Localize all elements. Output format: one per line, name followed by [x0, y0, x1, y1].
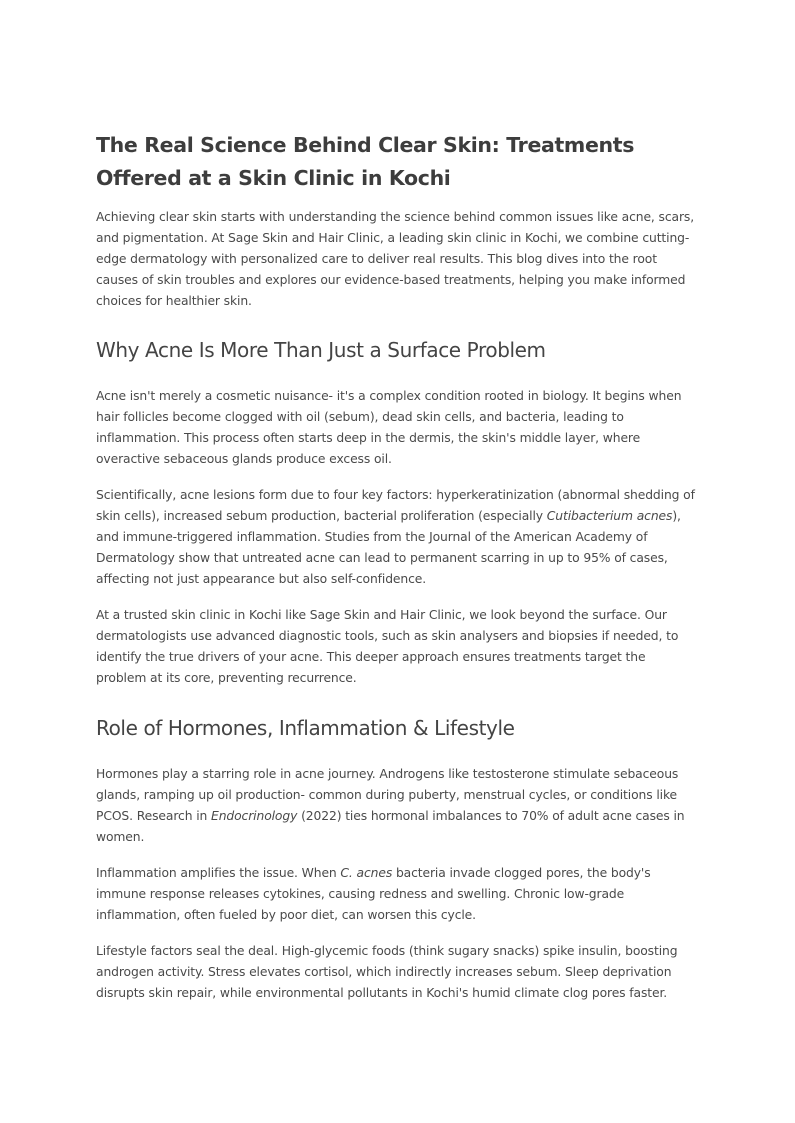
acne-paragraph-3: At a trusted skin clinic in Kochi like Sage Skin and Hair Clinic, we look beyond the surface. Our dermatologists use advanced diagnostic tools, such as skin analysers and biopsies if needed, to identify the true drivers of your acne. This deeper approach ensures treatments target the problem at its core, preventing recurrence.	[96, 608, 679, 685]
hormones-paragraph-2	[96, 863, 698, 926]
acne-paragraph-1: Acne isn't merely a cosmetic nuisance- it's a complex condition rooted in biology. It begins when hair follicles become clogged with oil (sebum), dead skin cells, and bacteria, leading to inflammation. This process often starts deep in the dermis, the skin's middle layer, where overactive sebaceous glands produce excess oil.	[96, 389, 682, 466]
section-heading-acne: Why Acne Is More Than Just a Surface Problem	[96, 338, 546, 362]
text-run: ), and immune-triggered inflammation. Studies from the Journal of the American Academy of Dermatology show that untreated acne can lead to permanent scarring in up to 95% of cases, affecting not just appearance but also self-confidence.	[96, 509, 681, 586]
italic-term: Endocrinology	[211, 809, 298, 823]
text-run: Inflammation amplifies the issue. When	[96, 866, 341, 880]
text-run: Hormones play a starring role in acne journey. Androgens like testosterone stimulate sebaceous glands, ramping up oil production- common during puberty, menstrual cycles, or conditions like PCOS. Research in	[96, 767, 679, 823]
section-heading-hormones: Role of Hormones, Inflammation & Lifestyle	[96, 716, 515, 740]
text-run: Scientifically, acne lesions form due to four key factors: hyperkeratinization (abnormal shedding of skin cells), increased sebum production, bacterial proliferation (especially	[96, 488, 695, 523]
hormones-paragraph-1	[96, 764, 698, 848]
italic-term: Cutibacterium acnes	[546, 509, 673, 523]
intro-paragraph: Achieving clear skin starts with understanding the science behind common issues like acne, scars, and pigmentation. At Sage Skin and Hair Clinic, a leading skin clinic in Kochi, we combine cutting-edge dermatology with personalized care to deliver real results. This blog dives into the root causes of skin troubles and explores our evidence-based treatments, helping you make informed choices for healthier skin.	[96, 210, 695, 308]
article-title: The Real Science Behind Clear Skin: Treatments Offered at a Skin Clinic in Kochi	[96, 133, 635, 190]
acne-paragraph-2	[96, 485, 698, 590]
hormones-paragraph-3: Lifestyle factors seal the deal. High-glycemic foods (think sugary snacks) spike insulin, boosting androgen activity. Stress elevates cortisol, which indirectly increases sebum. Sleep deprivation disrupts skin repair, while environmental pollutants in Kochi's humid climate clog pores faster.	[96, 944, 678, 1000]
italic-term: C. acnes	[340, 866, 393, 880]
text-run: bacteria invade clogged pores, the body's immune response releases cytokines, causing redness and swelling. Chronic low-grade inflammation, often fueled by poor diet, can worsen this cycle.	[96, 866, 651, 922]
text-run: (2022) ties hormonal imbalances to 70% of adult acne cases in women.	[96, 809, 685, 844]
article	[96, 129, 698, 1004]
